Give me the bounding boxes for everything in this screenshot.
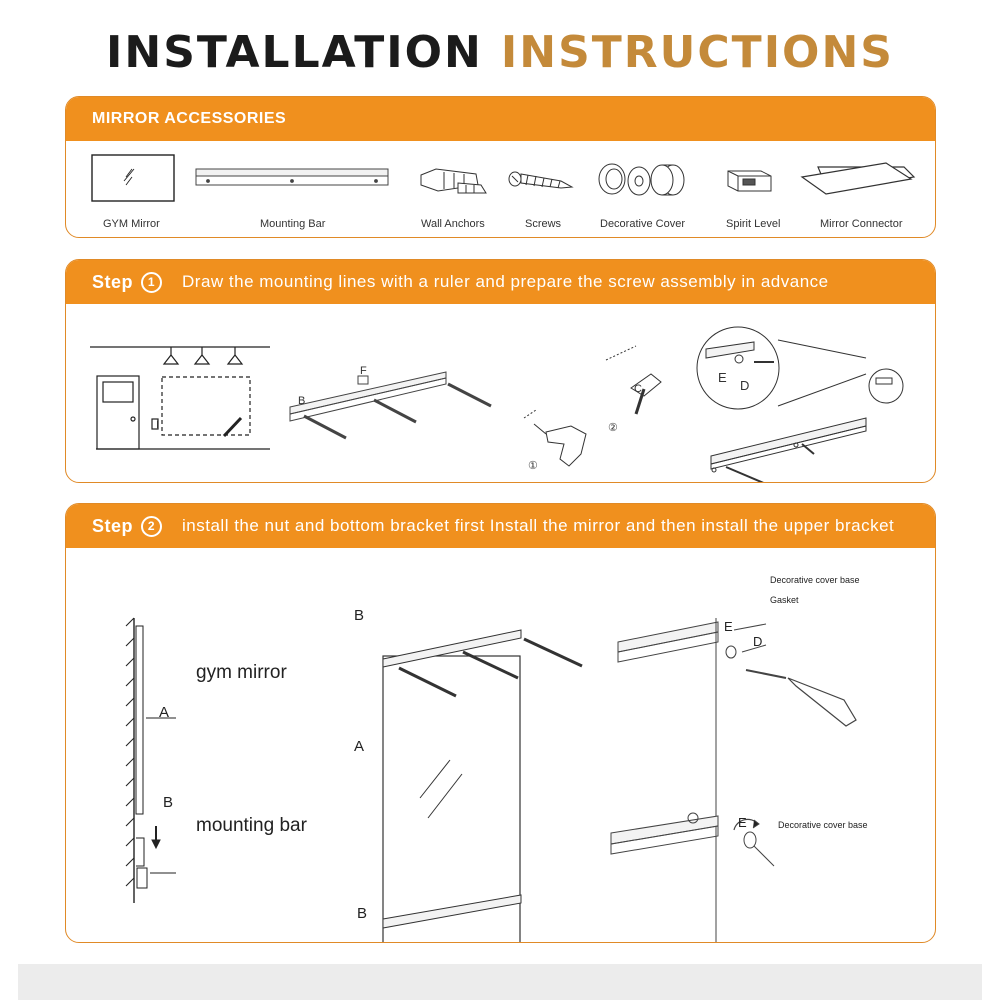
accessory-label-mounting-bar: Mounting Bar: [260, 218, 326, 230]
bar-detail-illustration: [697, 327, 903, 483]
step1-number: 1: [141, 272, 162, 293]
drill-hammer-illustration: [524, 346, 661, 466]
label-a-side: A: [159, 704, 170, 721]
step2-text: install the nut and bottom bracket first Install the mirror and then install the upper bracket: [182, 516, 895, 535]
label-d-upper: D: [753, 634, 763, 649]
accessory-label-gym-mirror: GYM Mirror: [103, 218, 160, 230]
step1-label-e: E: [718, 370, 727, 385]
step2-header: [66, 504, 935, 548]
wall-anchor-icon: [421, 169, 486, 193]
room-scene-illustration: [90, 347, 270, 449]
step1-text: Draw the mounting lines with a ruler and prepare the screw assembly in advance: [182, 272, 829, 291]
accessory-label-screws: Screws: [525, 218, 562, 230]
accessory-label-wall-anchors: Wall Anchors: [421, 218, 485, 230]
step1-word: Step: [92, 271, 134, 292]
spirit-level-icon: [728, 171, 771, 191]
screw-icon: [509, 172, 572, 188]
label-e-upper: E: [724, 619, 733, 634]
label-mounting-bar: mounting bar: [196, 815, 307, 836]
mirror-connector-icon: [802, 163, 914, 194]
step1-label-i: I: [156, 419, 160, 431]
accessory-label-spirit-level: Spirit Level: [726, 218, 781, 230]
step1-card: [65, 259, 936, 483]
step2-word: Step: [92, 515, 134, 536]
label-b-front-bottom: B: [357, 905, 368, 922]
lower-bracket-detail-illustration: [611, 813, 774, 866]
step2-number: 2: [141, 516, 162, 537]
title-part-2: INSTRUCTIONS: [500, 27, 894, 78]
step1-label-n2: ②: [608, 422, 618, 434]
step1-label-c: C: [634, 383, 642, 395]
step1-illustrations: [66, 304, 936, 483]
accessory-label-mirror-connector: Mirror Connector: [820, 218, 903, 230]
front-view-illustration: [383, 630, 582, 943]
page-title: [0, 28, 1000, 78]
accessory-label-decorative-cover: Decorative Cover: [600, 218, 685, 230]
accessories-card: [65, 96, 936, 238]
bottom-strip: [18, 964, 982, 1000]
label-a-front: A: [354, 738, 365, 755]
step1-label-n1: ①: [528, 460, 538, 472]
label-decorative-cover-base-2: Decorative cover base: [778, 820, 868, 830]
label-gym-mirror: gym mirror: [196, 662, 287, 683]
decorative-cover-icon: [599, 164, 684, 195]
side-view-illustration: [126, 618, 176, 903]
title-part-1: INSTALLATION: [106, 27, 483, 78]
mounting-bar-icon: [196, 169, 388, 185]
step1-header: [66, 260, 935, 304]
step1-label-d: D: [740, 378, 750, 393]
label-b-front-top: B: [354, 607, 365, 624]
label-b-side: B: [163, 794, 174, 811]
step1-label-f: F: [360, 365, 367, 377]
upper-bracket-detail-illustration: [618, 618, 856, 943]
step2-card: [65, 503, 936, 943]
accessories-heading: MIRROR ACCESSORIES: [66, 97, 935, 141]
label-e-lower: E: [738, 815, 747, 830]
accessories-illustrations: [66, 141, 936, 237]
bar-with-screws-illustration: [290, 372, 491, 438]
label-decorative-cover-base-1: Decorative cover base: [770, 575, 860, 585]
step2-illustrations: [66, 548, 936, 943]
mirror-icon: [92, 155, 174, 201]
label-gasket: Gasket: [770, 595, 799, 605]
step1-label-b: B: [298, 395, 306, 407]
